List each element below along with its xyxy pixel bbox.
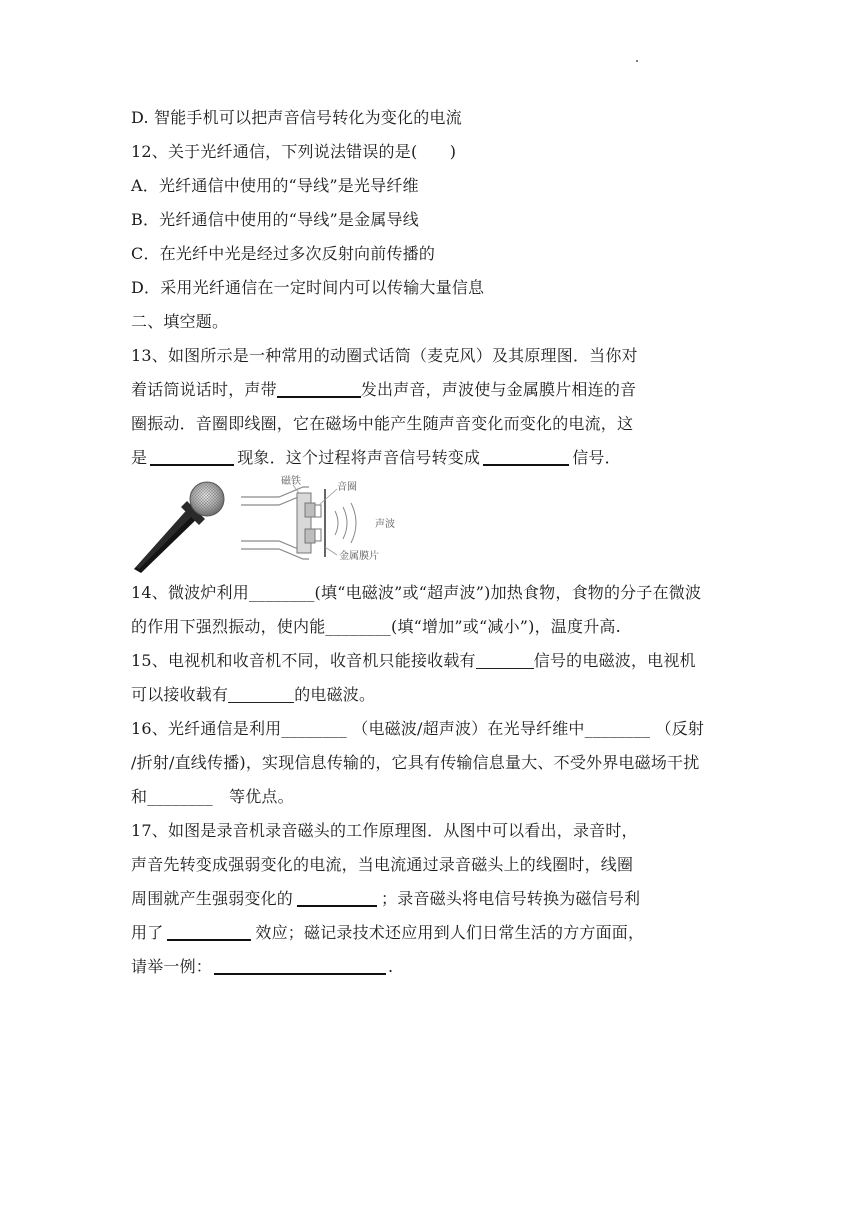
q17-text: ；录音磁头将电信号转换为磁信号利	[381, 889, 641, 908]
q15-line-1	[131, 644, 731, 678]
q15-blank-2[interactable]	[228, 684, 294, 703]
label-metal-membrane: 金属膜片	[339, 551, 379, 562]
section-heading-fill-blank: 二、填空题。	[131, 312, 229, 331]
q13-text: 发出声音，声波使与金属膜片相连的音	[360, 380, 637, 399]
q13-blank-2[interactable]	[150, 446, 234, 466]
q15-line-2	[131, 678, 731, 712]
label-magnet: 磁铁	[281, 476, 301, 487]
q17-text: 请举一例：	[131, 957, 213, 976]
q17-text: 效应；磁记录技术还应用到人们日常生活的方方面面，	[255, 923, 645, 942]
q15-text: 15、电视机和收音机不同，收音机只能接收载有	[131, 651, 476, 670]
q15-text: 可以接收载有	[131, 685, 229, 704]
q13-blank-3[interactable]	[483, 446, 569, 466]
q16-line-2: /折射/直线传播)，实现信息传输的，它具有传输信息量大、不受外界电磁场干扰	[131, 753, 700, 772]
q17-line-3	[131, 882, 731, 916]
q13-figure	[131, 475, 731, 576]
q17-text: .	[388, 957, 394, 976]
q17-blank-2[interactable]	[167, 921, 251, 941]
q16-line-1: 16、光纤通信是利用________ （电磁波/超声波）在光导纤维中________ （反射	[131, 719, 705, 738]
q17-blank-1[interactable]	[297, 887, 377, 907]
q12-option-d: D．采用光纤通信在一定时间内可以传输大量信息	[131, 278, 485, 297]
q13-text: 信号．	[572, 448, 621, 467]
q17-line-4	[131, 916, 731, 950]
q16-line-3: 和________ 等优点。	[131, 787, 294, 806]
document-body	[131, 101, 731, 984]
dynamic-microphone-diagram	[239, 475, 429, 576]
q15-blank-1[interactable]	[476, 650, 534, 669]
q12-stem: 12、关于光纤通信，下列说法错误的是( )	[131, 142, 457, 161]
q12-option-c: C．在光纤中光是经过多次反射向前传播的	[131, 244, 436, 263]
microphone-image	[131, 479, 231, 575]
q14-line-1: 14、微波炉利用________(填“电磁波”或“超声波”)加热食物，食物的分子在微波	[131, 583, 702, 602]
q13-line-2	[131, 373, 731, 407]
q13-blank-1[interactable]	[277, 378, 361, 398]
q12-option-a: A．光纤通信中使用的“导线”是光导纤维	[131, 176, 419, 195]
q12-option-b: B．光纤通信中使用的“导线”是金属导线	[131, 210, 419, 229]
q11-option-d: D. 智能手机可以把声音信号转化为变化的电流	[131, 108, 462, 127]
q13-line-3: 圈振动．音圈即线圈，它在磁场中能产生随声音变化而变化的电流，这	[131, 414, 634, 433]
q15-text: 信号的电磁波，电视机	[533, 651, 696, 670]
q13-text: 着话筒说话时，声带	[131, 380, 277, 399]
q17-line-1: 17、如图是录音机录音磁头的工作原理图．从图中可以看出，录音时，	[131, 821, 638, 840]
q17-line-2: 声音先转变成强弱变化的电流，当电流通过录音磁头上的线圈时，线圈	[131, 855, 634, 874]
q17-blank-3[interactable]	[214, 955, 386, 975]
label-sound-wave: 声波	[375, 519, 395, 530]
q17-text: 用了	[131, 923, 164, 942]
q17-line-5	[131, 950, 731, 984]
q17-text: 周围就产生强弱变化的	[131, 889, 294, 908]
page-marker-dot	[636, 60, 638, 62]
q13-text: 现象．这个过程将声音信号转变成	[237, 448, 481, 467]
q15-text: 的电磁波。	[294, 685, 376, 704]
q13-line-1: 13、如图所示是一种常用的动圈式话筒（麦克风）及其原理图．当你对	[131, 346, 638, 365]
q13-text: 是	[131, 448, 148, 467]
label-coil: 音圈	[337, 482, 357, 493]
q14-line-2: 的作用下强烈振动，使内能________(填“增加”或“减小”)，温度升高.	[131, 617, 621, 636]
q13-line-4	[131, 441, 731, 475]
